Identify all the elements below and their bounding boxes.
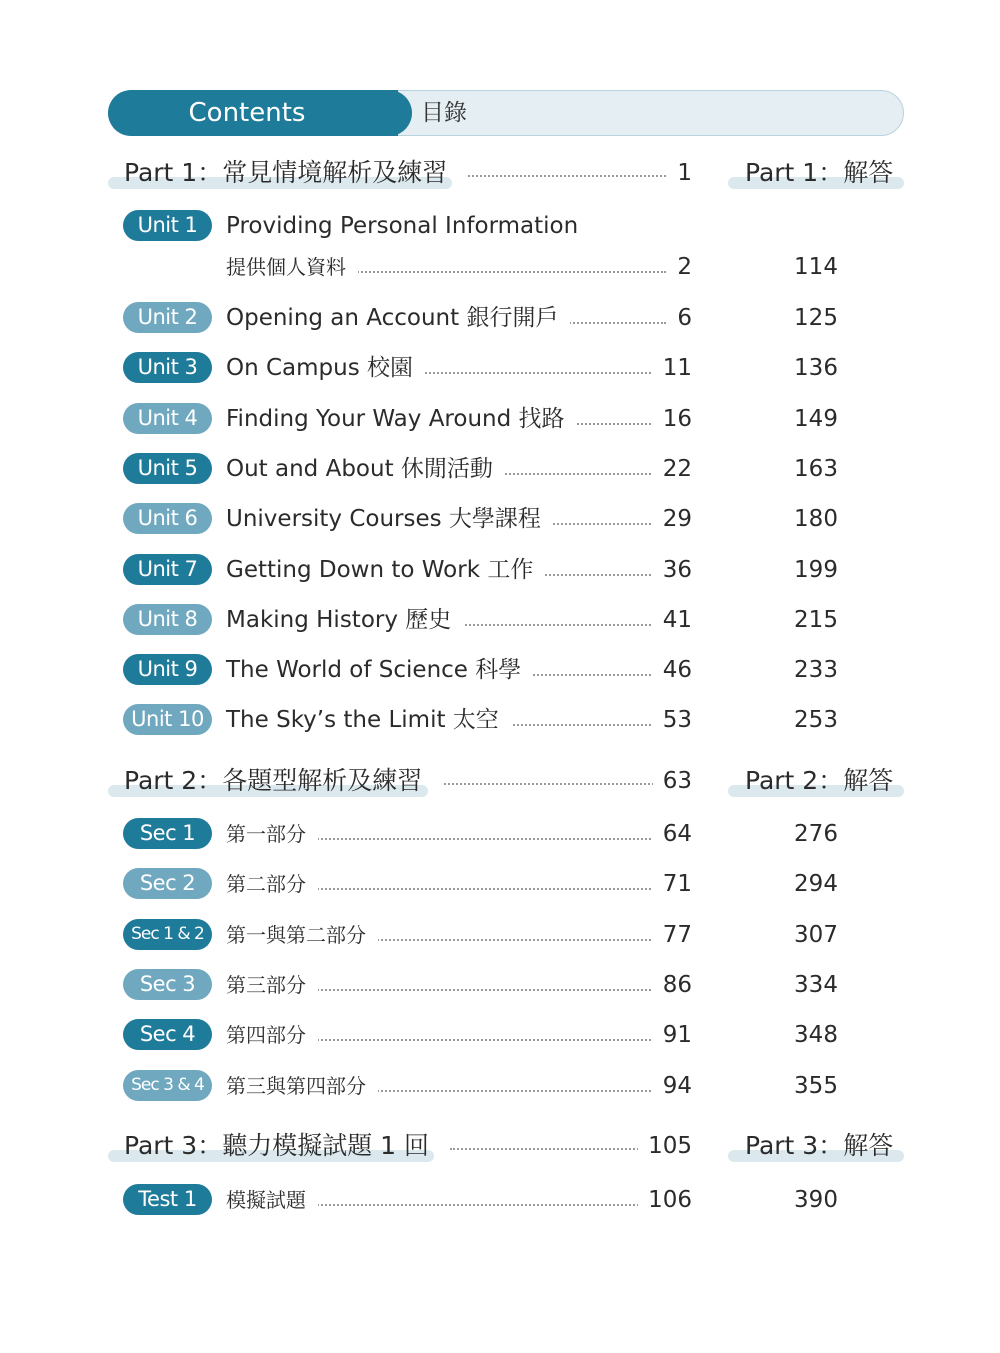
part2-heading-row xyxy=(0,761,1000,801)
dot-leader xyxy=(450,1148,642,1150)
unit-subtitle[interactable]: 提供個人資料 xyxy=(226,247,358,287)
unit-answer-page[interactable]: 180 xyxy=(794,506,838,532)
unit-subtitle-row[interactable] xyxy=(0,247,1000,287)
sec-answer-page[interactable]: 348 xyxy=(794,1022,838,1048)
unit-page[interactable]: 41 xyxy=(653,600,692,640)
unit-badge: Unit 3 xyxy=(123,352,212,383)
unit-row[interactable] xyxy=(0,700,1000,740)
unit-title[interactable]: Out and About 休閒活動 xyxy=(226,449,505,489)
unit-row[interactable] xyxy=(0,206,1000,246)
unit-badge: Unit 1 xyxy=(123,210,212,241)
sec-badge: Sec 4 xyxy=(123,1019,212,1050)
sec-badge: Sec 1 xyxy=(123,818,212,849)
part2-answer-label: Part 2：解答 xyxy=(745,766,894,795)
unit-page[interactable]: 11 xyxy=(653,348,692,388)
unit-badge: Unit 8 xyxy=(123,604,212,635)
unit-answer-page[interactable]: 199 xyxy=(794,557,838,583)
sec-badge: Sec 2 xyxy=(123,868,212,899)
part1-answer-label: Part 1：解答 xyxy=(745,158,894,187)
sec-row[interactable] xyxy=(0,1015,1000,1055)
unit-page[interactable]: 46 xyxy=(653,650,692,690)
test-page[interactable]: 106 xyxy=(638,1180,692,1220)
unit-title[interactable]: On Campus 校園 xyxy=(226,348,425,388)
sec-title[interactable]: 第二部分 xyxy=(226,864,318,904)
unit-title[interactable]: Finding Your Way Around 找路 xyxy=(226,399,577,439)
sec-answer-page[interactable]: 276 xyxy=(794,821,838,847)
sec-badge: Sec 3 & 4 xyxy=(123,1070,212,1101)
test-title[interactable]: 模擬試題 xyxy=(226,1180,318,1220)
unit-answer-page[interactable]: 136 xyxy=(794,355,838,381)
unit-title[interactable]: Opening an Account 銀行開戶 xyxy=(226,298,570,338)
test-answer-page[interactable]: 390 xyxy=(794,1187,838,1213)
sec-row[interactable] xyxy=(0,915,1000,955)
unit-answer-page[interactable]: 114 xyxy=(794,254,838,280)
unit-row[interactable] xyxy=(0,650,1000,690)
sec-row[interactable] xyxy=(0,1066,1000,1106)
unit-row[interactable] xyxy=(0,348,1000,388)
part3-page[interactable]: 105 xyxy=(638,1126,692,1166)
unit-badge: Unit 2 xyxy=(123,302,212,333)
test-badge: Test 1 xyxy=(123,1184,212,1215)
sec-answer-page[interactable]: 334 xyxy=(794,972,838,998)
unit-row[interactable] xyxy=(0,499,1000,539)
unit-row[interactable] xyxy=(0,298,1000,338)
unit-row[interactable] xyxy=(0,550,1000,590)
sec-page[interactable]: 86 xyxy=(653,965,692,1005)
sec-row[interactable] xyxy=(0,814,1000,854)
sec-title[interactable]: 第三部分 xyxy=(226,965,318,1005)
sec-page[interactable]: 64 xyxy=(653,814,692,854)
sec-answer-page[interactable]: 307 xyxy=(794,922,838,948)
unit-answer-page[interactable]: 163 xyxy=(794,456,838,482)
unit-answer-page[interactable]: 125 xyxy=(794,305,838,331)
contents-header xyxy=(108,90,904,136)
mulu-label: 目錄 xyxy=(421,100,467,126)
unit-row[interactable] xyxy=(0,600,1000,640)
part2-title[interactable]: Part 2：各題型解析及練習 xyxy=(124,766,423,795)
part3-title[interactable]: Part 3：聽力模擬試題 1 回 xyxy=(124,1131,430,1160)
unit-title[interactable]: Making History 歷史 xyxy=(226,600,463,640)
contents-label: Contents xyxy=(188,98,306,128)
unit-page[interactable]: 6 xyxy=(667,298,692,338)
sec-page[interactable]: 91 xyxy=(653,1015,692,1055)
dot-leader xyxy=(468,175,670,177)
unit-title[interactable]: Getting Down to Work 工作 xyxy=(226,550,545,590)
sec-page[interactable]: 77 xyxy=(653,915,692,955)
sec-row[interactable] xyxy=(0,864,1000,904)
unit-title[interactable]: University Courses 大學課程 xyxy=(226,499,553,539)
part2-page[interactable]: 63 xyxy=(653,761,692,801)
unit-page[interactable]: 29 xyxy=(653,499,692,539)
part1-title[interactable]: Part 1：常見情境解析及練習 xyxy=(124,158,448,187)
sec-row[interactable] xyxy=(0,965,1000,1005)
unit-badge: Unit 10 xyxy=(123,704,212,735)
unit-page[interactable]: 53 xyxy=(653,700,692,740)
unit-page[interactable]: 36 xyxy=(653,550,692,590)
contents-tab xyxy=(108,90,398,136)
unit-answer-page[interactable]: 233 xyxy=(794,657,838,683)
unit-page[interactable]: 16 xyxy=(653,399,692,439)
part3-answer-label: Part 3：解答 xyxy=(745,1131,894,1160)
sec-title[interactable]: 第四部分 xyxy=(226,1015,318,1055)
unit-badge: Unit 4 xyxy=(123,403,212,434)
sec-title[interactable]: 第三與第四部分 xyxy=(226,1066,378,1106)
unit-answer-page[interactable]: 253 xyxy=(794,707,838,733)
sec-title[interactable]: 第一部分 xyxy=(226,814,318,854)
unit-title[interactable]: The Sky’s the Limit 太空 xyxy=(226,700,511,740)
unit-badge: Unit 7 xyxy=(123,554,212,585)
sec-badge: Sec 3 xyxy=(123,969,212,1000)
sec-title[interactable]: 第一與第二部分 xyxy=(226,915,378,955)
mulu-box xyxy=(380,90,904,136)
sec-answer-page[interactable]: 294 xyxy=(794,871,838,897)
unit-title[interactable]: The World of Science 科學 xyxy=(226,650,533,690)
part1-heading-row xyxy=(0,153,1000,193)
sec-page[interactable]: 71 xyxy=(653,864,692,904)
unit-answer-page[interactable]: 215 xyxy=(794,607,838,633)
unit-row[interactable] xyxy=(0,449,1000,489)
sec-badge: Sec 1 & 2 xyxy=(123,919,212,950)
part1-page[interactable]: 1 xyxy=(667,153,692,193)
dot-leader xyxy=(444,783,654,785)
unit-page[interactable]: 2 xyxy=(667,247,692,287)
unit-page[interactable]: 22 xyxy=(653,449,692,489)
unit-badge: Unit 5 xyxy=(123,453,212,484)
sec-page[interactable]: 94 xyxy=(653,1066,692,1106)
unit-answer-page[interactable]: 149 xyxy=(794,406,838,432)
unit-badge: Unit 9 xyxy=(123,654,212,685)
unit-badge: Unit 6 xyxy=(123,503,212,534)
unit-row[interactable] xyxy=(0,399,1000,439)
test-row[interactable] xyxy=(0,1180,1000,1220)
unit-title[interactable]: Providing Personal Information xyxy=(226,206,590,246)
sec-answer-page[interactable]: 355 xyxy=(794,1073,838,1099)
part3-heading-row xyxy=(0,1126,1000,1166)
